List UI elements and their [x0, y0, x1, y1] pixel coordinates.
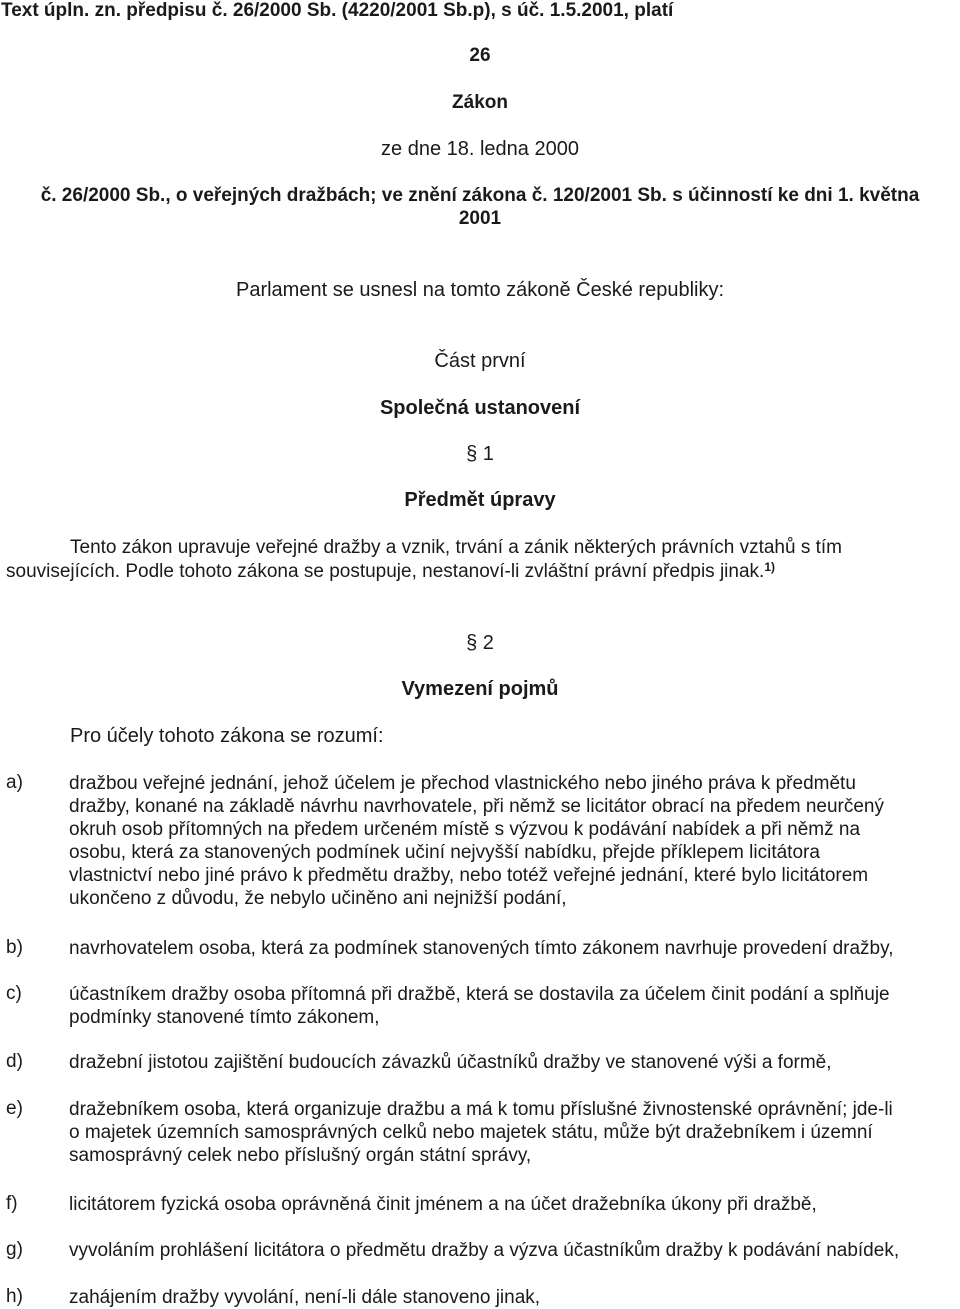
definition-text-line: účastníkem dražby osoba přítomná při dražbě, která se dostavila za účelem činit podání a splňuje [69, 984, 890, 1005]
definition-letter: f) [6, 1193, 18, 1214]
definition-text-line: vlastnictví nebo jiné právo k předmětu dražby, nebo totéž veřejné jednání, které bylo licitátorem [69, 865, 869, 886]
definition-text-line: samosprávný celek nebo příslušný orgán státní správy, [69, 1145, 532, 1166]
section-1-text-line1: Tento zákon upravuje veřejné dražby a vznik, trvání a zánik některých právních vztahů s tím [70, 537, 842, 558]
law-date: ze dne 18. ledna 2000 [381, 138, 579, 160]
definition-text [69, 937, 957, 960]
definition-text [69, 1286, 957, 1309]
definition-text-line: podmínky stanovené tímto zákonem, [69, 1007, 380, 1028]
definition-text-line: dražby, konané na základě návrhu navrhovatele, při němž se licitátor obrací na předem neurčený [69, 796, 884, 817]
section-2-intro: Pro účely tohoto zákona se rozumí: [70, 725, 384, 747]
section-1-text-line2 [6, 560, 775, 583]
definition-text [69, 1193, 957, 1216]
section-1-heading: Předmět úpravy [404, 489, 556, 511]
definition-letter: e) [6, 1098, 23, 1119]
definition-text-line: o majetek územních samosprávných celků nebo majetek státu, může být dražebníkem i územní [69, 1122, 873, 1143]
definition-text-line: dražebníkem osoba, která organizuje dražbu a má k tomu příslušné živnostenské oprávnění; jde-li [69, 1099, 893, 1120]
definition-letter: h) [6, 1286, 23, 1307]
part-label: Část první [434, 350, 526, 372]
footnote-ref: 1) [764, 560, 775, 574]
definition-text [69, 1051, 957, 1074]
definition-letter: b) [6, 937, 23, 958]
document-header: Text úpln. zn. předpisu č. 26/2000 Sb. (4220/2001 Sb.p), s úč. 1.5.2001, platí [1, 0, 674, 21]
law-kind: Zákon [452, 92, 508, 113]
definition-text-line: dražební jistotou zajištění budoucích závazků účastníků dražby ve stanovené výši a formě, [69, 1052, 832, 1073]
definition-text-line: ukončeno z důvodu, že nebylo učiněno ani nejnižší podání, [69, 888, 567, 909]
definition-text-line: licitátorem fyzická osoba oprávněná činit jménem a na účet dražebníka úkony při dražbě, [69, 1194, 817, 1215]
definition-text [69, 772, 957, 910]
law-subtitle-line1: č. 26/2000 Sb., o veřejných dražbách; ve znění zákona č. 120/2001 Sb. s účinností ke dni 1. května [40, 185, 920, 206]
definition-letter: a) [6, 772, 23, 793]
law-number: 26 [469, 45, 491, 66]
section-1-number: § 1 [466, 443, 494, 465]
definition-text-line: okruh osob přítomných na předem určeném místě s výzvou k podávání nabídek a při němž na [69, 819, 861, 840]
section-2-number: § 2 [466, 632, 494, 654]
definition-text-line: zahájením dražby vyvolání, není-li dále stanoveno jinak, [69, 1287, 541, 1308]
definition-letter: g) [6, 1239, 23, 1260]
definition-text-line: navrhovatelem osoba, která za podmínek stanovených tímto zákonem navrhuje provedení dražby, [69, 938, 894, 959]
definition-text-line: dražbou veřejné jednání, jehož účelem je přechod vlastnického nebo jiného práva k předmětu [69, 773, 856, 794]
definition-text [69, 1098, 957, 1167]
definition-letter: c) [6, 983, 22, 1004]
part-name: Společná ustanovení [379, 397, 581, 419]
definition-text [69, 983, 957, 1029]
preamble: Parlament se usnesl na tomto zákoně České republiky: [235, 279, 725, 301]
definition-letter: d) [6, 1051, 23, 1072]
definition-text-line: vyvoláním prohlášení licitátora o předmětu dražby a výzva účastníkům dražby k podávání nabídek, [69, 1240, 900, 1261]
law-subtitle-line2: 2001 [458, 208, 502, 229]
definition-text-line: osobu, která za stanovených podmínek učiní nejvyšší nabídku, přejde příklepem licitátora [69, 842, 820, 863]
section-1-text-line2-body: souvisejících. Podle tohoto zákona se postupuje, nestanoví-li zvláštní právní předpis jinak. [6, 561, 765, 582]
section-2-heading: Vymezení pojmů [401, 678, 559, 700]
definition-text [69, 1239, 957, 1262]
